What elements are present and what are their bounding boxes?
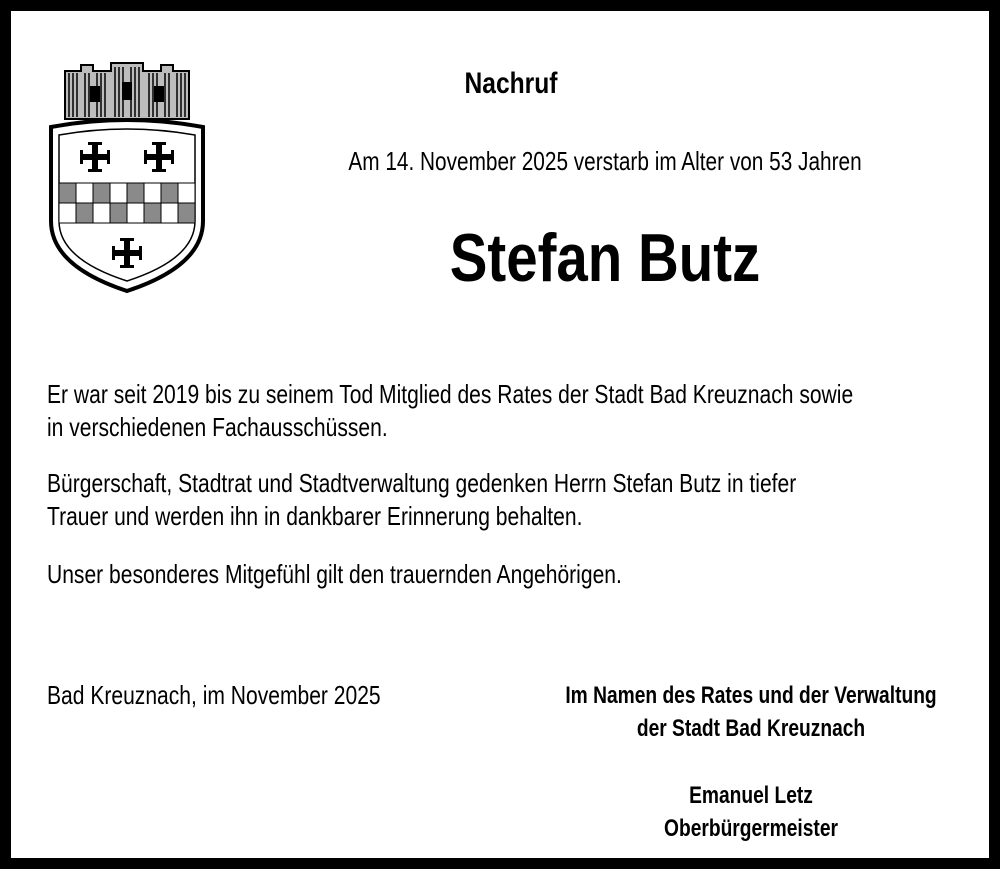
signatory-title: Oberbürgermeister — [664, 815, 838, 842]
body-text-line: Er war seit 2019 bis zu seinem Tod Mitglied des Rates der Stadt Bad Kreuznach sowie — [47, 379, 854, 409]
shield — [51, 120, 203, 291]
signature-line: der Stadt Bad Kreuznach — [636, 715, 866, 742]
signatory-name: Emanuel Letz — [689, 782, 813, 809]
body-text-line: Trauer und werden ihn in dankbarer Erinnerung behalten. — [47, 501, 583, 531]
body-text-line: Unser besonderes Mitgefühl gilt den trauernden Angehörigen. — [47, 559, 622, 589]
death-date-line: Am 14. November 2025 verstarb im Alter von 53 Jahren — [348, 146, 862, 176]
notice-heading: Nachruf — [464, 67, 558, 100]
coat-of-arms-icon — [47, 61, 207, 296]
deceased-name: Stefan Butz — [449, 220, 761, 296]
body-text-line: Bürgerschaft, Stadtrat und Stadtverwaltung gedenken Herrn Stefan Butz in tiefer — [47, 468, 797, 498]
place-and-date: Bad Kreuznach, im November 2025 — [47, 680, 381, 710]
body-text-line: in verschiedenen Fachausschüssen. — [47, 412, 388, 442]
mural-crown — [65, 63, 189, 119]
signature-line: Im Namen des Rates und der Verwaltung — [565, 682, 937, 709]
